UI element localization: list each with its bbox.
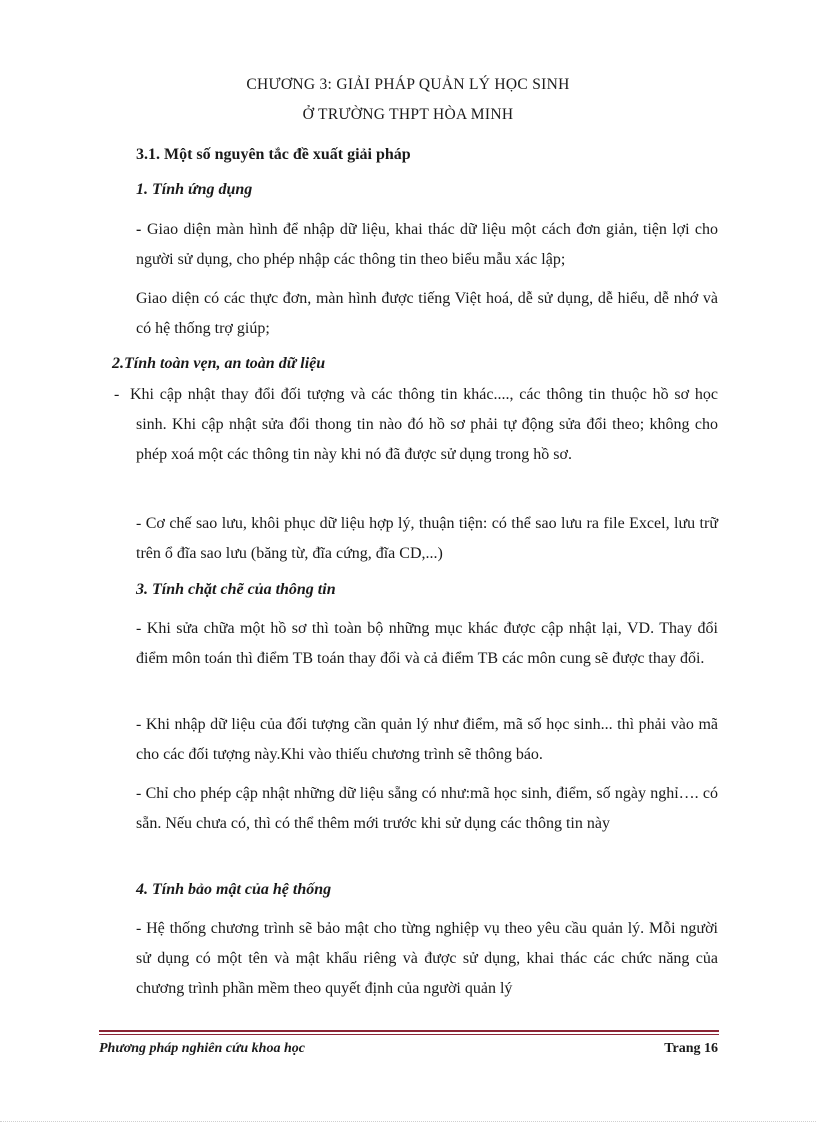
subheading-applicability: 1. Tính ứng dụng xyxy=(136,181,253,198)
paragraph-ui-menus: Giao diện có các thực đơn, màn hình được tiếng Việt hoá, dễ sử dụng, dễ hiểu, dễ nhớ và có hệ thống trợ giúp; xyxy=(136,290,718,337)
page-bottom-border xyxy=(0,1121,816,1122)
paragraph-data-entry: - Khi nhập dữ liệu của đối tượng cần quản lý như điểm, mã số học sinh... thì phải vào mã cho các đối tượng này.Khi vào thiếu chương trình sẽ thông báo. xyxy=(136,716,718,763)
subheading-security: 4. Tính bảo mật của hệ thống xyxy=(136,881,332,898)
para-dash: - xyxy=(136,221,142,238)
paragraph-existing-data: - Chỉ cho phép cập nhật những dữ liệu sẵng có như:mã học sinh, điểm, số ngày nghỉ…. có sẵn. Nếu chưa có, thì có thể thêm mới trước khi sử dụng các thông tin này xyxy=(136,785,718,832)
paragraph-edit-records: - Khi sửa chữa một hồ sơ thì toàn bộ những mục khác được cập nhật lại, VD. Thay đổi điểm môn toán thì điểm TB toán thay đổi và cả điểm TB các môn cung sẽ được thay đổi. xyxy=(136,620,718,667)
bullet-dash: - xyxy=(114,386,120,403)
subheading-integrity: 2.Tính toàn vẹn, an toàn dữ liệu xyxy=(112,355,326,372)
chapter-title-line1: CHƯƠNG 3: GIẢI PHÁP QUẢN LÝ HỌC SINH xyxy=(246,76,570,93)
subheading-consistency: 3. Tính chặt chẽ của thông tin xyxy=(136,581,336,598)
paragraph-update-records: Khi cập nhật thay đổi đối tượng và các thông tin khác...., các thông tin thuộc hồ sơ học sinh. Khi cập nhật sửa đổi thong tin nào đó hồ sơ phải tự động sửa đổi theo; không cho phép xoá một các thông tin này khi nó đã được sử dụng trong hồ sơ. xyxy=(130,386,718,463)
footer-rule-thin xyxy=(99,1034,719,1035)
footer-rule-thick xyxy=(99,1030,719,1032)
paragraph-backup: - Cơ chế sao lưu, khôi phục dữ liệu hợp lý, thuận tiện: có thể sao lưu ra file Excel, lưu trữ trên ổ đĩa sao lưu (băng từ, đĩa cứng, đĩa CD,...) xyxy=(136,515,718,562)
paragraph-security: - Hệ thống chương trình sẽ bảo mật cho từng nghiệp vụ theo yêu cầu quản lý. Mỗi người sử dụng có một tên và mật khẩu riêng và được sử dụng, khai thác các chức năng của chương trình phần mềm theo quyết định của người quản lý xyxy=(136,920,718,997)
footer-course-name: Phương pháp nghiên cứu khoa học xyxy=(99,1041,305,1056)
paragraph-ui-input: Giao diện màn hình để nhập dữ liệu, khai thác dữ liệu một cách đơn giản, tiện lợi cho người sử dụng, cho phép nhập các thông tin theo biểu mẫu xác lập; xyxy=(136,221,718,268)
section-heading: 3.1. Một số nguyên tắc đề xuất giải pháp xyxy=(136,146,411,163)
footer-page-number: Trang 16 xyxy=(664,1041,718,1056)
chapter-title-line2: Ở TRƯỜNG THPT HÒA MINH xyxy=(302,106,514,123)
